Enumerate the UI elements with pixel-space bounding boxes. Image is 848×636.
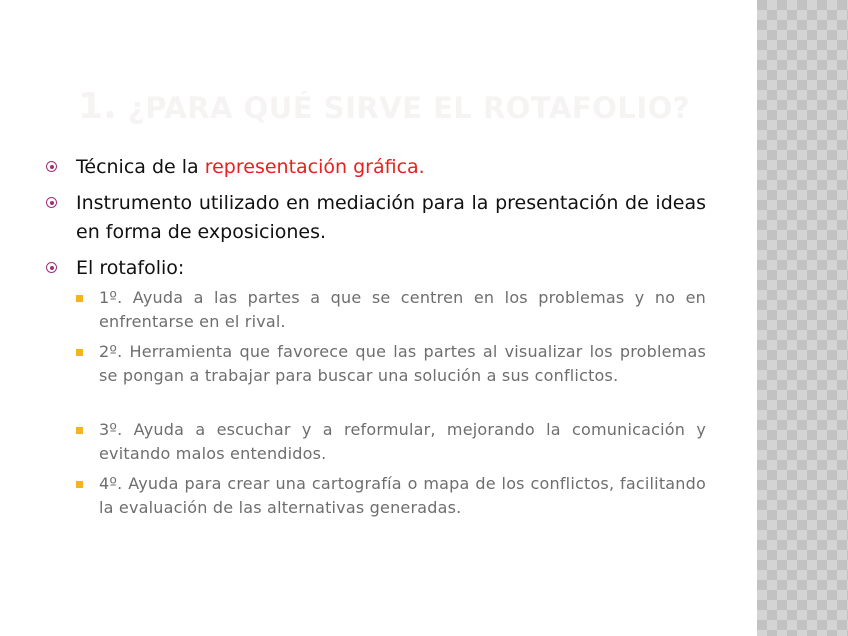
decorative-pattern-sidebar: [757, 0, 848, 636]
bullet-text-prefix: Técnica de la: [76, 156, 205, 178]
bullet-text: El rotafolio:: [76, 257, 185, 279]
circle-bullet-icon: [46, 161, 57, 172]
bullet-item: [46, 254, 706, 283]
sub-bullet-item: [76, 340, 706, 387]
square-bullet-icon: [76, 481, 83, 488]
bullet-item: [46, 153, 706, 182]
sub-bullet-item: [76, 286, 706, 333]
sub-bullet-item: [76, 472, 706, 519]
square-bullet-icon: [76, 427, 83, 434]
sub-bullet-text: 3º. Ayuda a escuchar y a reformular, mejorando la comunicación y evitando malos entendidos.: [99, 420, 706, 463]
sub-bullet-item: [76, 418, 706, 465]
square-bullet-icon: [76, 349, 83, 356]
title-number: 1.: [78, 86, 117, 127]
sub-bullet-text: 2º. Herramienta que favorece que las partes al visualizar los problemas se pongan a trabajar para buscar una solución a sus conflictos.: [99, 342, 706, 385]
circle-bullet-icon: [46, 197, 57, 208]
bullet-text: Instrumento utilizado en mediación para la presentación de ideas en forma de exposiciones.: [76, 192, 706, 243]
bullet-item: [46, 189, 706, 247]
slide-title: [78, 86, 690, 127]
bullet-text: [76, 153, 706, 182]
title-text: ¿PARA QUÉ SIRVE EL ROTAFOLIO?: [127, 91, 691, 125]
circle-bullet-icon: [46, 262, 57, 273]
square-bullet-icon: [76, 295, 83, 302]
sub-bullet-text: 1º. Ayuda a las partes a que se centren en los problemas y no en enfrentarse en el rival.: [99, 288, 706, 331]
bullet-text-highlight: representación gráfica.: [204, 156, 425, 178]
sub-bullet-text: 4º. Ayuda para crear una cartografía o mapa de los conflictos, facilitando la evaluación de las alternativas generadas.: [99, 474, 706, 517]
